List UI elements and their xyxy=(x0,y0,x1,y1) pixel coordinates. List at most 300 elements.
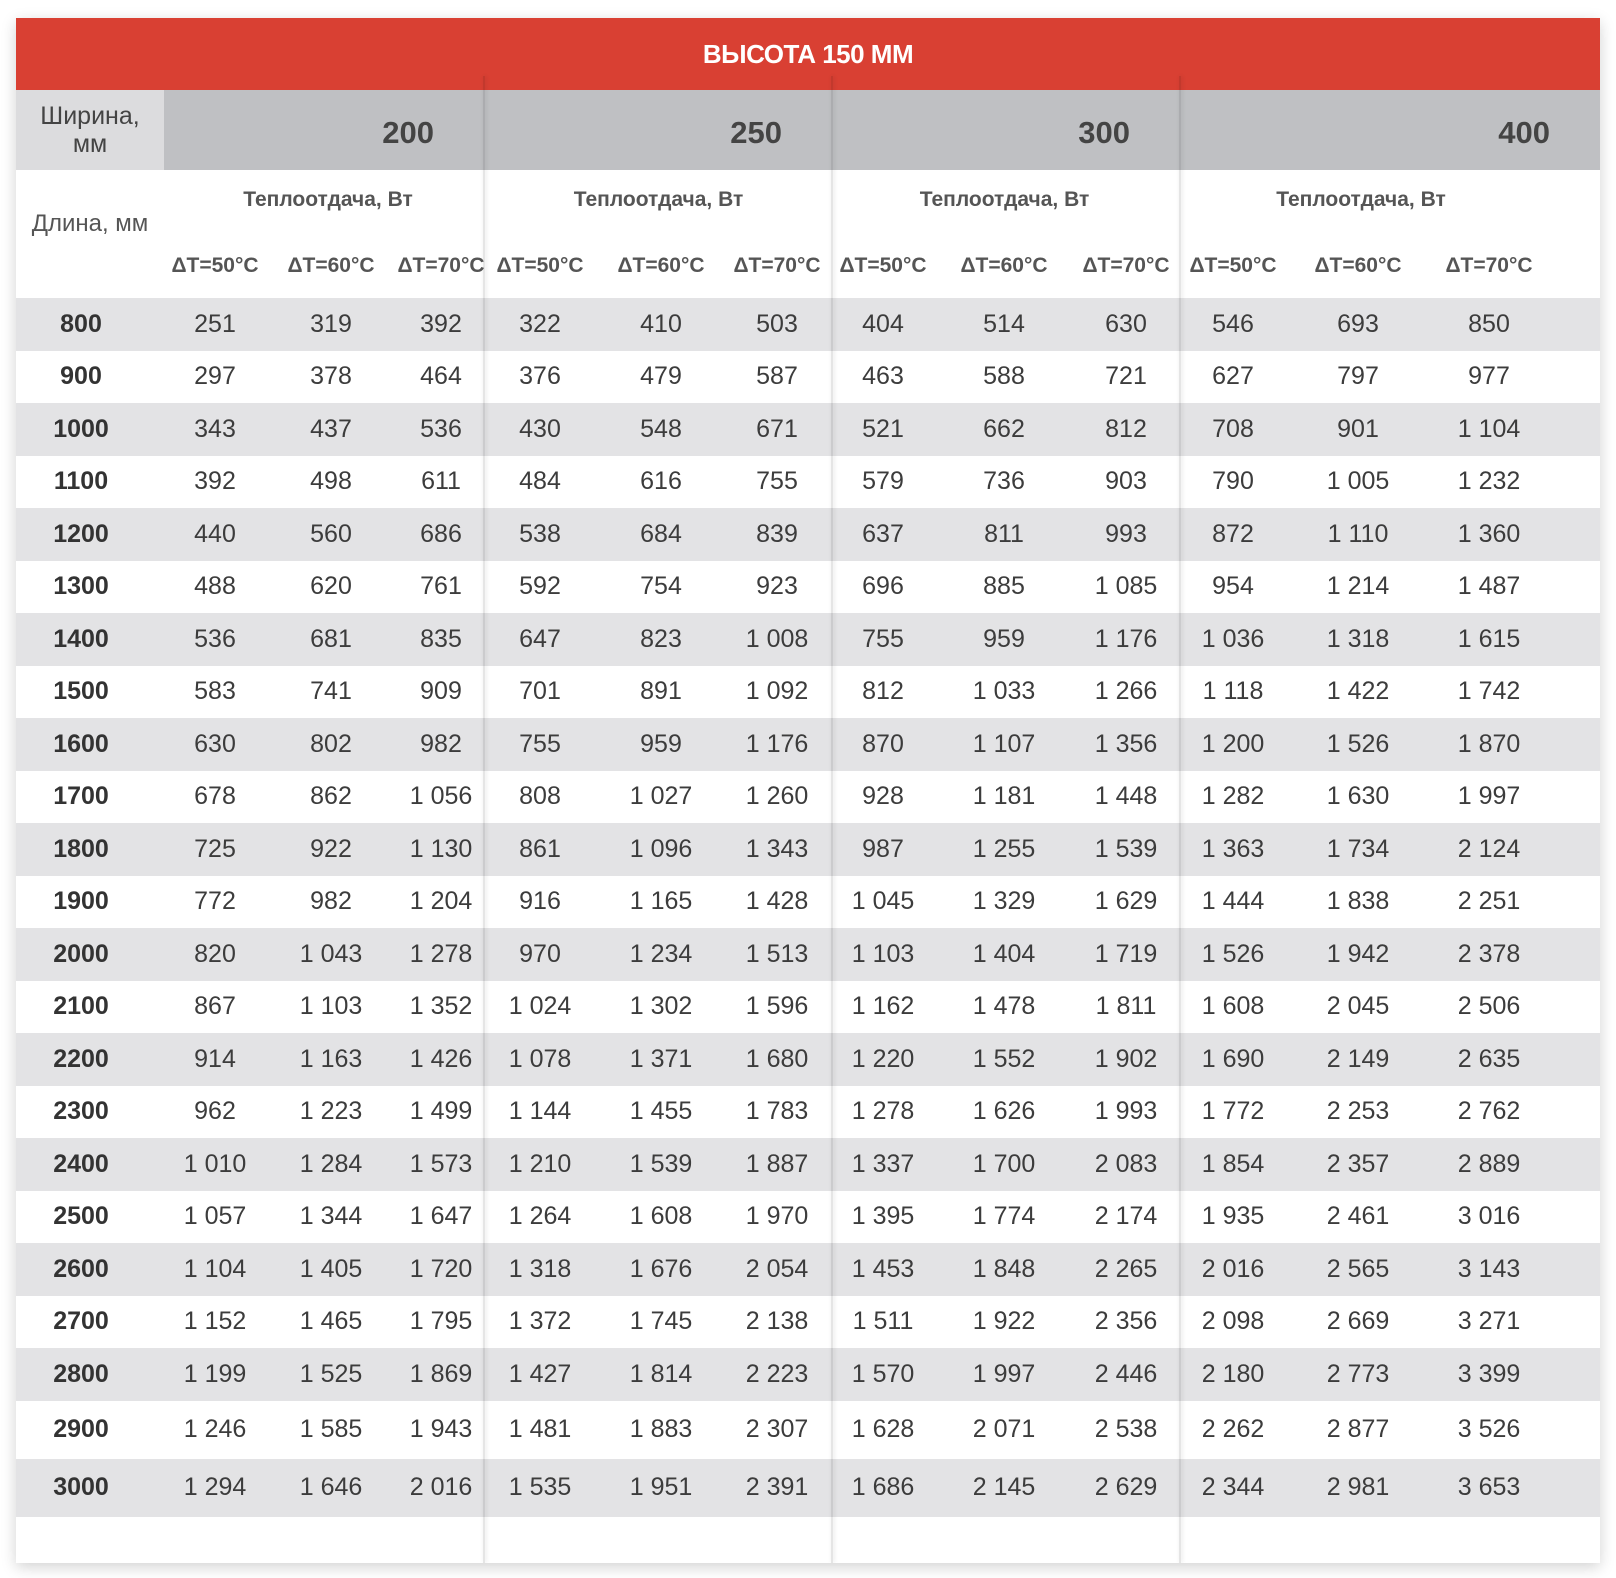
value-cell: 1 344 xyxy=(299,1202,363,1231)
value-cell: 1 428 xyxy=(745,887,809,916)
value-cell: 579 xyxy=(862,467,904,496)
delta-t-label: ΔT=60°C xyxy=(960,254,1048,277)
table-row xyxy=(16,1296,1600,1349)
value-cell: 2 981 xyxy=(1326,1473,1390,1501)
value-cell: 1 395 xyxy=(851,1202,915,1231)
value-cell: 2 307 xyxy=(745,1415,809,1443)
value-cell: 2 016 xyxy=(409,1473,473,1501)
value-cell: 1 096 xyxy=(629,834,693,863)
value-cell: 1 024 xyxy=(508,992,572,1021)
value-cell: 909 xyxy=(420,677,462,706)
value-cell: 1 838 xyxy=(1326,887,1390,916)
value-cell: 693 xyxy=(1337,309,1379,338)
width-value: 250 xyxy=(730,115,782,150)
value-cell: 1 742 xyxy=(1457,677,1521,706)
value-cell: 1 997 xyxy=(1457,782,1521,811)
value-cell: 1 165 xyxy=(629,887,693,916)
value-cell: 1 085 xyxy=(1094,572,1158,601)
value-cell: 1 629 xyxy=(1094,887,1158,916)
width-group-200 xyxy=(164,90,484,170)
value-cell: 546 xyxy=(1212,309,1254,338)
delta-t-label: ΔT=70°C xyxy=(733,254,821,277)
length-cell: 2700 xyxy=(53,1307,109,1336)
value-cell: 901 xyxy=(1337,414,1379,443)
value-cell: 1 720 xyxy=(409,1254,473,1283)
table-row xyxy=(16,1348,1600,1401)
value-cell: 1 318 xyxy=(1326,624,1390,653)
value-cell: 736 xyxy=(983,467,1025,496)
table-row xyxy=(16,1459,1600,1517)
value-cell: 1 734 xyxy=(1326,834,1390,863)
value-cell: 2 669 xyxy=(1326,1307,1390,1336)
value-cell: 1 478 xyxy=(972,992,1036,1021)
length-cell: 1400 xyxy=(53,624,109,653)
value-cell: 1 302 xyxy=(629,992,693,1021)
table-row xyxy=(16,1033,1600,1086)
value-cell: 2 773 xyxy=(1326,1359,1390,1388)
value-cell: 1 887 xyxy=(745,1149,809,1178)
value-cell: 1 680 xyxy=(745,1044,809,1073)
value-cell: 1 130 xyxy=(409,834,473,863)
value-cell: 1 422 xyxy=(1326,677,1390,706)
length-cell: 900 xyxy=(60,362,102,391)
table-row xyxy=(16,613,1600,666)
value-cell: 1 869 xyxy=(409,1359,473,1388)
value-cell: 1 811 xyxy=(1095,992,1157,1021)
value-cell: 1 448 xyxy=(1094,782,1158,811)
value-cell: 2 635 xyxy=(1457,1044,1521,1073)
value-cell: 885 xyxy=(983,572,1025,601)
value-cell: 3 653 xyxy=(1457,1473,1521,1501)
value-cell: 755 xyxy=(756,467,798,496)
value-cell: 681 xyxy=(310,624,352,653)
value-cell: 1 036 xyxy=(1201,624,1265,653)
delta-t-label: ΔT=70°C xyxy=(1082,254,1170,277)
length-cell: 1500 xyxy=(53,677,109,706)
value-cell: 2 265 xyxy=(1094,1254,1158,1283)
value-cell: 2 016 xyxy=(1201,1254,1265,1283)
value-cell: 1 176 xyxy=(1094,624,1158,653)
table-row xyxy=(16,403,1600,456)
value-cell: 488 xyxy=(194,572,236,601)
width-group-400 xyxy=(1180,90,1600,170)
width-label xyxy=(16,90,164,170)
value-cell: 1 232 xyxy=(1457,467,1521,496)
length-cell: 2800 xyxy=(53,1359,109,1388)
length-cell: 2400 xyxy=(53,1149,109,1178)
value-cell: 1 176 xyxy=(745,729,809,758)
table-row xyxy=(16,718,1600,771)
value-cell: 2 877 xyxy=(1326,1415,1390,1443)
value-cell: 2 538 xyxy=(1094,1415,1158,1443)
value-cell: 503 xyxy=(756,309,798,338)
value-cell: 1 676 xyxy=(629,1254,693,1283)
value-cell: 1 220 xyxy=(851,1044,915,1073)
length-cell: 1000 xyxy=(53,414,109,443)
value-cell: 2 446 xyxy=(1094,1359,1158,1388)
value-cell: 839 xyxy=(756,519,798,548)
value-cell: 1 943 xyxy=(409,1415,473,1443)
value-cell: 2 357 xyxy=(1326,1149,1390,1178)
value-cell: 1 455 xyxy=(629,1097,693,1126)
value-cell: 835 xyxy=(420,624,462,653)
value-cell: 1 700 xyxy=(972,1149,1036,1178)
width-header-row xyxy=(16,90,1600,170)
value-cell: 1 902 xyxy=(1094,1044,1158,1073)
value-cell: 251 xyxy=(194,309,236,338)
length-cell: 1700 xyxy=(53,782,109,811)
value-cell: 404 xyxy=(862,309,904,338)
value-cell: 1 199 xyxy=(183,1359,247,1388)
value-cell: 761 xyxy=(420,572,462,601)
length-cell: 2200 xyxy=(53,1044,109,1073)
value-cell: 1 363 xyxy=(1201,834,1265,863)
value-cell: 1 942 xyxy=(1326,939,1390,968)
value-cell: 1 356 xyxy=(1094,729,1158,758)
length-cell: 3000 xyxy=(53,1473,109,1501)
value-cell: 1 647 xyxy=(409,1202,473,1231)
value-cell: 2 506 xyxy=(1457,992,1521,1021)
value-cell: 611 xyxy=(421,467,461,496)
value-cell: 811 xyxy=(984,519,1024,548)
value-cell: 1 608 xyxy=(629,1202,693,1231)
value-cell: 1 264 xyxy=(508,1202,572,1231)
value-cell: 498 xyxy=(310,467,352,496)
value-cell: 959 xyxy=(640,729,682,758)
value-cell: 616 xyxy=(640,467,682,496)
value-cell: 536 xyxy=(420,414,462,443)
delta-t-label: ΔT=70°C xyxy=(1445,254,1533,277)
value-cell: 1 278 xyxy=(851,1097,915,1126)
value-cell: 850 xyxy=(1468,309,1510,338)
value-cell: 1 266 xyxy=(1094,677,1158,706)
table-row xyxy=(16,666,1600,719)
value-cell: 630 xyxy=(194,729,236,758)
value-cell: 1 246 xyxy=(183,1415,247,1443)
value-cell: 1 200 xyxy=(1201,729,1265,758)
delta-t-label: ΔT=50°C xyxy=(839,254,927,277)
value-cell: 1 260 xyxy=(745,782,809,811)
value-cell: 708 xyxy=(1212,414,1254,443)
value-cell: 1 405 xyxy=(299,1254,363,1283)
value-cell: 1 585 xyxy=(299,1415,363,1443)
value-cell: 1 970 xyxy=(745,1202,809,1231)
value-cell: 959 xyxy=(983,624,1025,653)
value-cell: 3 271 xyxy=(1457,1307,1521,1336)
width-value: 400 xyxy=(1498,115,1550,150)
value-cell: 1 883 xyxy=(629,1415,693,1443)
value-cell: 1 870 xyxy=(1457,729,1521,758)
value-cell: 1 951 xyxy=(629,1473,693,1501)
value-cell: 479 xyxy=(640,362,682,391)
value-cell: 630 xyxy=(1105,309,1147,338)
value-cell: 923 xyxy=(756,572,798,601)
value-cell: 870 xyxy=(862,729,904,758)
value-cell: 514 xyxy=(983,309,1025,338)
value-cell: 1 057 xyxy=(183,1202,247,1231)
value-cell: 721 xyxy=(1105,362,1147,391)
length-cell: 800 xyxy=(60,309,102,338)
value-cell: 1 774 xyxy=(972,1202,1036,1231)
delta-t-label: ΔT=50°C xyxy=(496,254,584,277)
value-cell: 1 745 xyxy=(629,1307,693,1336)
table-row xyxy=(16,298,1600,351)
length-cell: 1100 xyxy=(53,467,109,496)
value-cell: 592 xyxy=(519,572,561,601)
value-cell: 1 010 xyxy=(183,1149,247,1178)
table-row xyxy=(16,771,1600,824)
value-cell: 861 xyxy=(519,834,561,863)
value-cell: 1 526 xyxy=(1326,729,1390,758)
value-cell: 637 xyxy=(862,519,904,548)
value-cell: 872 xyxy=(1212,519,1254,548)
value-cell: 2 251 xyxy=(1457,887,1521,916)
value-cell: 627 xyxy=(1212,362,1254,391)
value-cell: 1 104 xyxy=(183,1254,247,1283)
value-cell: 812 xyxy=(1105,414,1147,443)
value-cell: 1 526 xyxy=(1201,939,1265,968)
value-cell: 1 329 xyxy=(972,887,1036,916)
value-cell: 2 461 xyxy=(1326,1202,1390,1231)
delta-t-label: ΔT=50°C xyxy=(171,254,259,277)
length-cell: 2000 xyxy=(53,939,109,968)
value-cell: 1 783 xyxy=(745,1097,809,1126)
value-cell: 1 539 xyxy=(629,1149,693,1178)
length-label: Длина, мм xyxy=(31,210,149,237)
value-cell: 1 282 xyxy=(1201,782,1265,811)
value-cell: 3 143 xyxy=(1457,1254,1521,1283)
value-cell: 2 071 xyxy=(972,1415,1036,1443)
value-cell: 982 xyxy=(310,887,352,916)
value-cell: 1 646 xyxy=(299,1473,363,1501)
heat-output-label: Теплоотдача, Вт xyxy=(919,188,1090,211)
value-cell: 1 570 xyxy=(851,1359,915,1388)
value-cell: 1 626 xyxy=(972,1097,1036,1126)
table-row xyxy=(16,508,1600,561)
length-cell: 1300 xyxy=(53,572,109,601)
value-cell: 1 772 xyxy=(1201,1097,1265,1126)
value-cell: 962 xyxy=(194,1097,236,1126)
value-cell: 1 103 xyxy=(851,939,915,968)
value-cell: 862 xyxy=(310,782,352,811)
value-cell: 1 343 xyxy=(745,834,809,863)
table-row xyxy=(16,1138,1600,1191)
value-cell: 1 539 xyxy=(1094,834,1158,863)
value-cell: 1 210 xyxy=(508,1149,572,1178)
value-cell: 790 xyxy=(1212,467,1254,496)
width-value: 300 xyxy=(1078,115,1130,150)
value-cell: 1 318 xyxy=(508,1254,572,1283)
value-cell: 797 xyxy=(1337,362,1379,391)
value-cell: 464 xyxy=(420,362,462,391)
table-row xyxy=(16,456,1600,509)
value-cell: 1 103 xyxy=(299,992,363,1021)
value-cell: 686 xyxy=(420,519,462,548)
value-cell: 2 762 xyxy=(1457,1097,1521,1126)
table-row xyxy=(16,1243,1600,1296)
value-cell: 430 xyxy=(519,414,561,443)
width-group-300 xyxy=(832,90,1180,170)
value-cell: 970 xyxy=(519,939,561,968)
heat-output-label: Теплоотдача, Вт xyxy=(573,188,744,211)
value-cell: 2 629 xyxy=(1094,1473,1158,1501)
table-row xyxy=(16,928,1600,981)
value-cell: 2 378 xyxy=(1457,939,1521,968)
value-cell: 1 628 xyxy=(851,1415,915,1443)
length-cell: 2900 xyxy=(53,1415,109,1443)
delta-t-label: ΔT=60°C xyxy=(617,254,705,277)
value-cell: 437 xyxy=(310,414,352,443)
value-cell: 1 404 xyxy=(972,939,1036,968)
table-row xyxy=(16,823,1600,876)
value-cell: 1 499 xyxy=(409,1097,473,1126)
value-cell: 1 294 xyxy=(183,1473,247,1501)
value-cell: 1 719 xyxy=(1094,939,1158,968)
value-cell: 1 104 xyxy=(1457,414,1521,443)
value-cell: 3 526 xyxy=(1457,1415,1521,1443)
value-cell: 2 391 xyxy=(745,1473,809,1501)
heat-output-table-card xyxy=(16,18,1600,1563)
value-cell: 1 043 xyxy=(299,939,363,968)
value-cell: 587 xyxy=(756,362,798,391)
table-row xyxy=(16,981,1600,1034)
subheader-row xyxy=(16,170,1600,298)
value-cell: 319 xyxy=(310,309,352,338)
value-cell: 725 xyxy=(194,834,236,863)
heat-output-label: Теплоотдача, Вт xyxy=(243,188,413,211)
value-cell: 322 xyxy=(519,309,561,338)
value-cell: 891 xyxy=(640,677,682,706)
length-cell: 1800 xyxy=(53,834,109,863)
value-cell: 392 xyxy=(420,309,462,338)
value-cell: 1 848 xyxy=(972,1254,1036,1283)
value-cell: 1 223 xyxy=(299,1097,363,1126)
value-cell: 620 xyxy=(310,572,352,601)
value-cell: 696 xyxy=(862,572,904,601)
value-cell: 1 372 xyxy=(508,1307,572,1336)
value-cell: 376 xyxy=(519,362,561,391)
value-cell: 2 356 xyxy=(1094,1307,1158,1336)
value-cell: 755 xyxy=(862,624,904,653)
value-cell: 392 xyxy=(194,467,236,496)
value-cell: 536 xyxy=(194,624,236,653)
length-cell: 1900 xyxy=(53,887,109,916)
value-cell: 1 854 xyxy=(1201,1149,1265,1178)
group-separator xyxy=(831,76,833,1563)
width-group-250 xyxy=(484,90,832,170)
value-cell: 701 xyxy=(519,677,561,706)
value-cell: 2 145 xyxy=(972,1473,1036,1501)
length-cell: 2500 xyxy=(53,1202,109,1231)
value-cell: 1 110 xyxy=(1327,519,1389,548)
value-cell: 1 513 xyxy=(745,939,809,968)
value-cell: 2 889 xyxy=(1457,1149,1521,1178)
length-cell: 2600 xyxy=(53,1254,109,1283)
value-cell: 1 935 xyxy=(1201,1202,1265,1231)
value-cell: 2 083 xyxy=(1094,1149,1158,1178)
value-cell: 1 162 xyxy=(851,992,915,1021)
value-cell: 1 255 xyxy=(972,834,1036,863)
group-separator xyxy=(1179,76,1181,1563)
delta-t-label: ΔT=60°C xyxy=(1314,254,1402,277)
length-cell: 2300 xyxy=(53,1097,109,1126)
value-cell: 2 174 xyxy=(1094,1202,1158,1231)
value-cell: 1 163 xyxy=(299,1044,363,1073)
value-cell: 2 124 xyxy=(1457,834,1521,863)
value-cell: 982 xyxy=(420,729,462,758)
value-cell: 993 xyxy=(1105,519,1147,548)
value-cell: 662 xyxy=(983,414,1025,443)
value-cell: 1 352 xyxy=(409,992,473,1021)
value-cell: 583 xyxy=(194,677,236,706)
value-cell: 1 204 xyxy=(409,887,473,916)
value-cell: 1 596 xyxy=(745,992,809,1021)
table-row xyxy=(16,1401,1600,1459)
value-cell: 1 008 xyxy=(745,624,809,653)
value-cell: 1 795 xyxy=(409,1307,473,1336)
value-cell: 1 487 xyxy=(1457,572,1521,601)
value-cell: 1 535 xyxy=(508,1473,572,1501)
value-cell: 560 xyxy=(310,519,352,548)
value-cell: 1 453 xyxy=(851,1254,915,1283)
length-cell: 1600 xyxy=(53,729,109,758)
value-cell: 588 xyxy=(983,362,1025,391)
value-cell: 1 481 xyxy=(508,1415,572,1443)
group-separator xyxy=(483,76,485,1563)
value-cell: 410 xyxy=(640,309,682,338)
value-cell: 1 997 xyxy=(972,1359,1036,1388)
value-cell: 1 118 xyxy=(1202,677,1264,706)
value-cell: 2 223 xyxy=(745,1359,809,1388)
value-cell: 1 360 xyxy=(1457,519,1521,548)
value-cell: 1 284 xyxy=(299,1149,363,1178)
value-cell: 1 092 xyxy=(745,677,809,706)
delta-t-label: ΔT=50°C xyxy=(1189,254,1277,277)
value-cell: 820 xyxy=(194,939,236,968)
value-cell: 1 690 xyxy=(1201,1044,1265,1073)
table-row xyxy=(16,1191,1600,1244)
value-cell: 1 922 xyxy=(972,1307,1036,1336)
value-cell: 1 045 xyxy=(851,887,915,916)
value-cell: 802 xyxy=(310,729,352,758)
value-cell: 647 xyxy=(519,624,561,653)
value-cell: 1 234 xyxy=(629,939,693,968)
value-cell: 484 xyxy=(519,467,561,496)
value-cell: 671 xyxy=(756,414,798,443)
value-cell: 1 005 xyxy=(1326,467,1390,496)
value-cell: 1 615 xyxy=(1457,624,1521,653)
value-cell: 1 152 xyxy=(183,1307,247,1336)
value-cell: 1 371 xyxy=(629,1044,693,1073)
value-cell: 987 xyxy=(862,834,904,863)
value-cell: 903 xyxy=(1105,467,1147,496)
value-cell: 922 xyxy=(310,834,352,863)
table-title: ВЫСОТА 150 ММ xyxy=(16,18,1600,90)
value-cell: 538 xyxy=(519,519,561,548)
value-cell: 916 xyxy=(519,887,561,916)
value-cell: 1 552 xyxy=(972,1044,1036,1073)
value-cell: 2 098 xyxy=(1201,1307,1265,1336)
length-cell: 2100 xyxy=(53,992,109,1021)
width-label-line2: мм xyxy=(72,130,108,158)
width-label-line1: Ширина, xyxy=(40,102,140,130)
value-cell: 2 045 xyxy=(1326,992,1390,1021)
value-cell: 2 262 xyxy=(1201,1415,1265,1443)
value-cell: 1 181 xyxy=(972,782,1036,811)
value-cell: 1 427 xyxy=(508,1359,572,1388)
value-cell: 867 xyxy=(194,992,236,1021)
table-row xyxy=(16,1086,1600,1139)
